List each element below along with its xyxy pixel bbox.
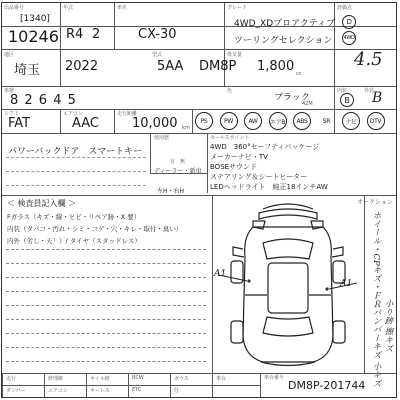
- mark-left: A1: [214, 269, 227, 279]
- damage-dot-left: [247, 279, 250, 282]
- damage-dot-right: [325, 287, 328, 290]
- note-line: [6, 361, 206, 362]
- mileage: 10,000: [132, 116, 178, 131]
- note-line: [6, 249, 206, 250]
- equipment-4: ABS: [293, 112, 311, 130]
- legend-bottom-1: エアコン: [48, 388, 68, 394]
- legend-bottom-3: ETC: [132, 387, 142, 393]
- mileage-unit: km: [182, 125, 190, 131]
- wheel-rear-left: [231, 321, 243, 343]
- model-year: 2022: [65, 59, 99, 74]
- sales-point-2: BOSEサウンド: [210, 163, 258, 171]
- lot-label: 出品番号: [4, 5, 25, 11]
- history-handle: 左H・右H: [157, 188, 185, 195]
- rear-window: [263, 317, 313, 336]
- mileage-label: 走行距離: [117, 111, 138, 117]
- displacement-unit: cc: [296, 71, 302, 77]
- history-dealer: ディーラー・新車: [154, 168, 202, 175]
- exterior-label: 外装: [364, 88, 375, 94]
- model-name: CX-30: [138, 27, 177, 42]
- equipment-2: AW: [244, 112, 262, 130]
- score-label: 評価点: [337, 5, 353, 11]
- equipment-7: DTV: [367, 112, 385, 130]
- note-line: [6, 291, 206, 292]
- equipment-0: PS: [195, 112, 213, 130]
- interior-grade: B: [340, 93, 354, 107]
- owner-label: 有 無: [170, 159, 186, 165]
- chassis-label: 型式: [152, 52, 163, 58]
- legend-bottom-2: キーレス: [90, 388, 110, 394]
- sales-point-0: 4WD 360°セーフティパッケージ: [210, 143, 320, 151]
- sales-point-3: ステアリング＆シートヒーター: [210, 173, 308, 181]
- note-line: [6, 319, 206, 320]
- note-line: [6, 305, 206, 306]
- shift-label: シフト: [4, 111, 20, 117]
- era: R4: [66, 27, 84, 42]
- legend-bottom-4: 付: [174, 388, 180, 394]
- note-line: [6, 263, 206, 264]
- legend-top-2: オイル跡: [90, 376, 110, 382]
- legend-top-4: ガラス: [174, 376, 189, 382]
- shift-type: FAT: [8, 116, 31, 131]
- mark-right: A1: [340, 279, 353, 289]
- legend-midline: [2, 385, 260, 386]
- fuel-mark: D: [342, 15, 356, 29]
- equipment-3: エアB: [269, 112, 287, 130]
- inspection-sheet: [1, 2, 397, 398]
- legend-top-0: 走行: [6, 376, 17, 382]
- diagram-notes-vertical: ホイール・CPキズ・ＦＲバンパーキズ 小キズ: [371, 211, 381, 388]
- lot-number: 10246: [8, 27, 59, 46]
- legend-top-5: 車台: [216, 376, 227, 382]
- grade-label: グレード: [227, 5, 248, 11]
- equipment-5: SR: [322, 117, 331, 125]
- hood-front: [259, 209, 317, 219]
- wheel-rear-right: [333, 321, 345, 343]
- diagram-notes-vertical-2: 小り跡 擦キズ: [383, 299, 393, 353]
- note-line: [6, 347, 206, 348]
- legend-bottom-0: ダンパー: [6, 388, 26, 394]
- sales-label: セールスポイント: [210, 135, 250, 141]
- 4wd-mark: 4WD: [342, 31, 356, 45]
- mirror-right: [332, 247, 343, 257]
- equipment-1: PW: [220, 112, 238, 130]
- inspection-date: 8 2 6 4 5: [10, 93, 77, 108]
- roof: [268, 263, 308, 313]
- note-line: [6, 333, 206, 334]
- score-handwritten: 4.5: [354, 49, 383, 70]
- prefecture-label: 地区: [4, 52, 15, 58]
- displacement-label: 排気量: [227, 52, 243, 58]
- color-label: 色: [227, 88, 233, 94]
- note-line: [6, 277, 206, 278]
- history-title: 使用歴: [154, 135, 170, 141]
- notes-line1: Fガラス（キズ・線・ヒビ・リペア跡・X 要）: [7, 213, 141, 221]
- mirror-left: [233, 247, 244, 257]
- vin-label: 車台番号: [264, 375, 285, 381]
- month: 2: [92, 27, 101, 42]
- ac-type: AAC: [72, 116, 99, 131]
- chassis-prefix: 5AA: [157, 59, 184, 74]
- feature-left: パワーバックドア スマートキー: [8, 147, 143, 157]
- year-label: 年式: [63, 5, 74, 11]
- lot-code: [1340]: [20, 14, 50, 24]
- front-bumper-outline: [263, 204, 313, 209]
- equipment-6: ナビ: [342, 112, 360, 130]
- windshield: [263, 239, 313, 259]
- notes-title: ＜ 検査員記入欄 ＞: [7, 199, 77, 208]
- headlight-left: [253, 221, 265, 229]
- color-code: 42M: [302, 101, 313, 107]
- legend-top-1: 修理跡: [48, 376, 64, 382]
- grade-line2: ツーリングセレクション: [234, 36, 333, 46]
- inspection-label: 車検: [4, 88, 15, 94]
- body-color: ブラック: [274, 93, 310, 103]
- exterior-grade: B: [372, 90, 383, 106]
- notes-line2: 内装（タバコ・汚れ・シミ・コゲ・穴・キレ・取付・臭い）: [7, 225, 183, 233]
- ac-label: エアコン: [63, 111, 83, 117]
- legend-top-3: BCW: [132, 375, 144, 381]
- vin-number: DM8P-201744: [288, 379, 366, 392]
- grade-line1: 4WD_XDプロアクティブ: [234, 19, 336, 29]
- model-label: 車名: [117, 5, 128, 11]
- sales-point-4: LEDヘッドライト 純正18インチAW: [210, 183, 328, 191]
- displacement: 1,800: [257, 59, 295, 74]
- prefecture: 埼玉: [14, 63, 41, 78]
- chassis-code: DM8P: [199, 59, 237, 74]
- auction-memo-label: オークション: [357, 199, 393, 206]
- sales-point-1: メーカーナビ・TV: [210, 153, 268, 161]
- notes-line3: 内外（劣し・天！）/ タイヤ（スタッドレス）: [7, 237, 141, 245]
- interior-label: 内装: [337, 88, 348, 94]
- headlight-right: [311, 221, 323, 229]
